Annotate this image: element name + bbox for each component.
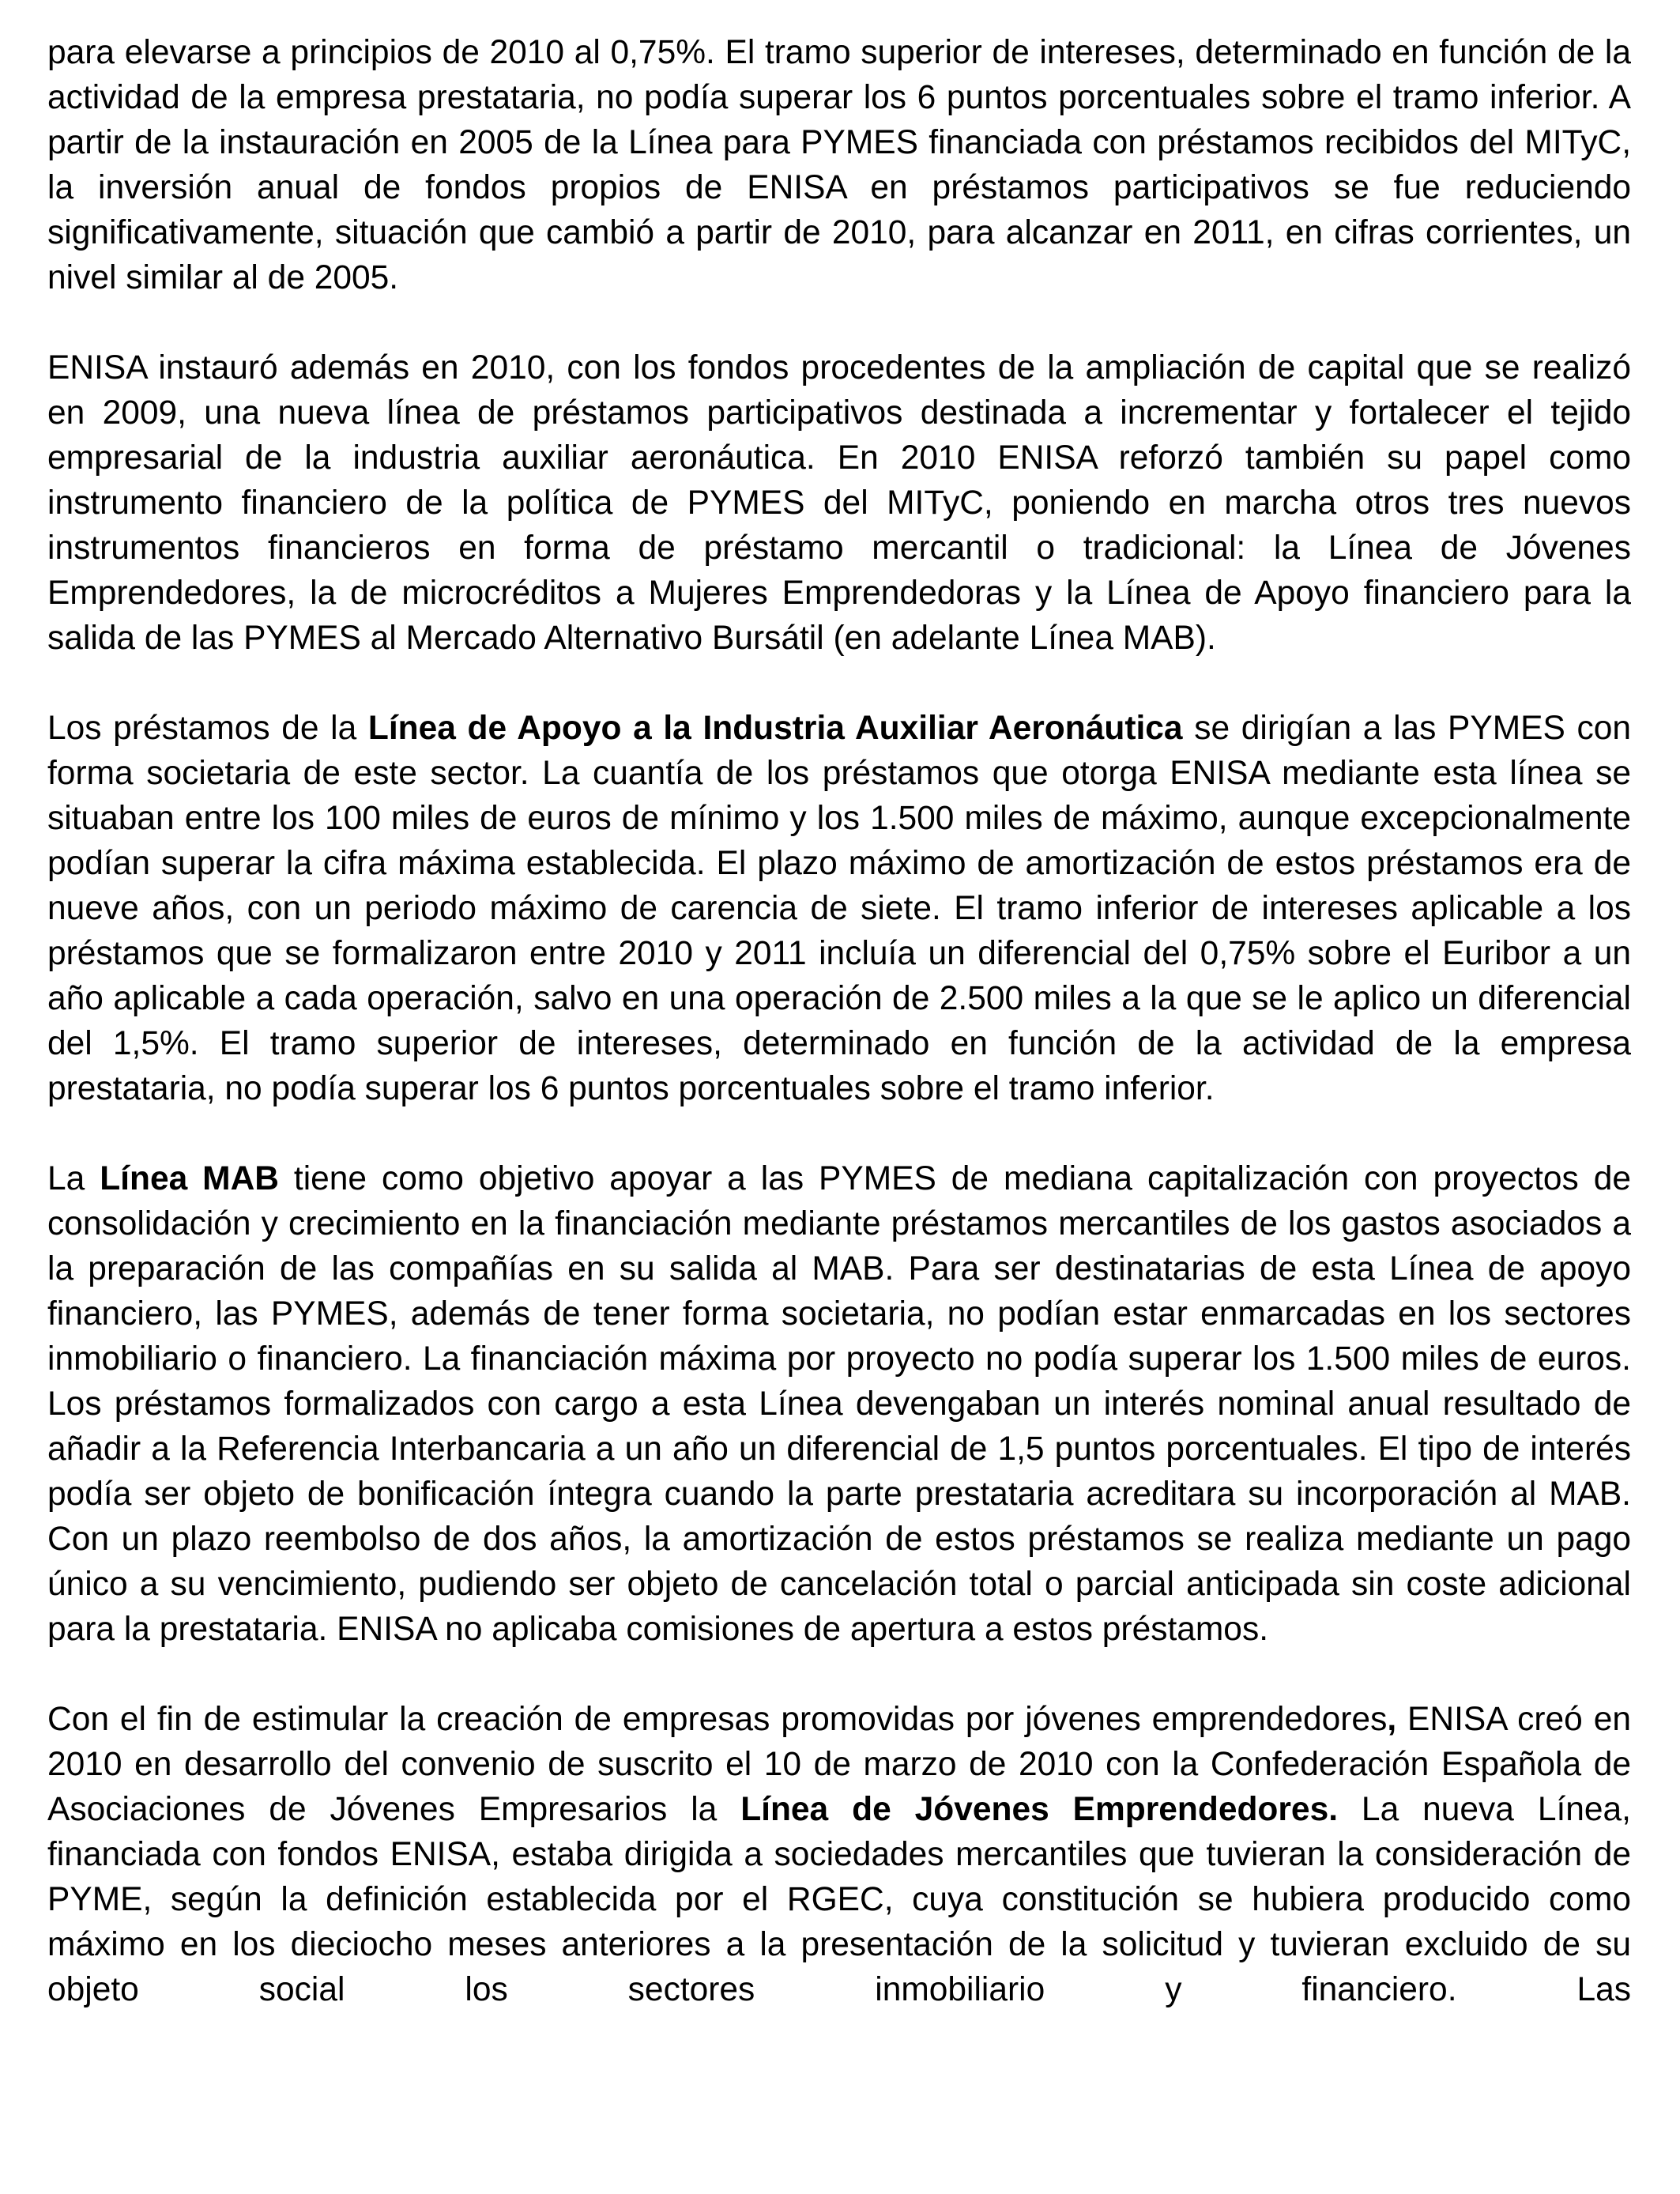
paragraph-3-text-before: Los préstamos de la bbox=[47, 710, 368, 747]
paragraph-5-bold-term: Línea de Jóvenes Emprendedores. bbox=[740, 1791, 1339, 1828]
paragraph-3-bold-term: Línea de Apoyo a la Industria Auxiliar Aeronáutica bbox=[367, 710, 1183, 747]
paragraph-5-text-after: La nueva Línea, financiada con fondos ENISA, estaba dirigida a sociedades mercantiles que tuvieran la consideración de PYME, según la definición establecida por el RGEC, cuya constitución se hubiera producido como máximo en los dieciocho meses anteriores a la presentación de la solicitud y tuvieran excluido de su objeto social los sectores inmobiliario y financiero. Las bbox=[47, 1791, 1631, 2008]
paragraph-5-text-before: Con el fin de estimular la creación de empresas promovidas por jóvenes emprendedores bbox=[47, 1701, 1388, 1738]
paragraph-4 bbox=[47, 1156, 1631, 1652]
paragraph-4-text-before: La bbox=[47, 1160, 100, 1197]
paragraph-4-text-after: tiene como objetivo apoyar a las PYMES de mediana capitalización con proyectos de consolidación y crecimiento en la financiación mediante préstamos mercantiles de los gastos asociados a la preparación de las compañías en su salida al MAB. Para ser destinatarias de esta Línea de apoyo financiero, las PYMES, además de tener forma societaria, no podían estar enmarcadas en los sectores inmobiliario o financiero. La financiación máxima por proyecto no podía superar los 1.500 miles de euros. Los préstamos formalizados con cargo a esta Línea devengaban un interés nominal anual resultado de añadir a la Referencia Interbancaria a un año un diferencial de 1,5 puntos porcentuales. El tipo de interés podía ser objeto de bonificación íntegra cuando la parte prestataria acreditara su incorporación al MAB. Con un plazo reembolso de dos años, la amortización de estos préstamos se realiza mediante un pago único a su vencimiento, pudiendo ser objeto de cancelación total o parcial anticipada sin coste adicional para la prestataria. ENISA no aplicaba comisiones de apertura a estos préstamos. bbox=[47, 1160, 1631, 1648]
paragraph-5-bold-comma: , bbox=[1387, 1701, 1397, 1738]
paragraph-1: para elevarse a principios de 2010 al 0,75%. El tramo superior de intereses, determinado en función de la actividad de la empresa prestataria, no podía superar los 6 puntos porcentuales sobre el tramo inferior. A partir de la instauración en 2005 de la Línea para PYMES financiada con préstamos recibidos del MITyC, la inversión anual de fondos propios de ENISA en préstamos participativos se fue reduciendo significativamente, situación que cambió a partir de 2010, para alcanzar en 2011, en cifras corrientes, un nivel similar al de 2005. bbox=[47, 34, 1631, 296]
paragraph-5 bbox=[47, 1697, 1631, 2012]
document-page bbox=[47, 30, 1631, 2012]
paragraph-3-text-after: se dirigían a las PYMES con forma societaria de este sector. La cuantía de los préstamos que otorga ENISA mediante esta línea se situaban entre los 100 miles de euros de mínimo y los 1.500 miles de máximo, aunque excepcionalmente podían superar la cifra máxima establecida. El plazo máximo de amortización de estos préstamos era de nueve años, con un periodo máximo de carencia de siete. El tramo inferior de intereses aplicable a los préstamos que se formalizaron entre 2010 y 2011 incluía un diferencial del 0,75% sobre el Euribor a un año aplicable a cada operación, salvo en una operación de 2.500 miles a la que se le aplico un diferencial del 1,5%. El tramo superior de intereses, determinado en función de la actividad de la empresa prestataria, no podía superar los 6 puntos porcentuales sobre el tramo inferior. bbox=[47, 710, 1632, 1107]
paragraph-4-bold-term: Línea MAB bbox=[100, 1160, 279, 1197]
paragraph-2: ENISA instauró además en 2010, con los fondos procedentes de la ampliación de capital que se realizó en 2009, una nueva línea de préstamos participativos destinada a incrementar y fortalecer el tejido empresarial de la industria auxiliar aeronáutica. En 2010 ENISA reforzó también su papel como instrumento financiero de la política de PYMES del MITyC, poniendo en marcha otros tres nuevos instrumentos financieros en forma de préstamo mercantil o tradicional: la Línea de Jóvenes Emprendedores, la de microcréditos a Mujeres Emprendedoras y la Línea de Apoyo financiero para la salida de las PYMES al Mercado Alternativo Bursátil (en adelante Línea MAB). bbox=[47, 349, 1631, 657]
paragraph-3 bbox=[47, 706, 1631, 1111]
paragraph-5-text-middle: ENISA creó en 2010 en desarrollo del convenio de suscrito el 10 de marzo de 2010 con la Confederación Española de Asociaciones de Jóvenes Empresarios la bbox=[47, 1701, 1631, 1828]
